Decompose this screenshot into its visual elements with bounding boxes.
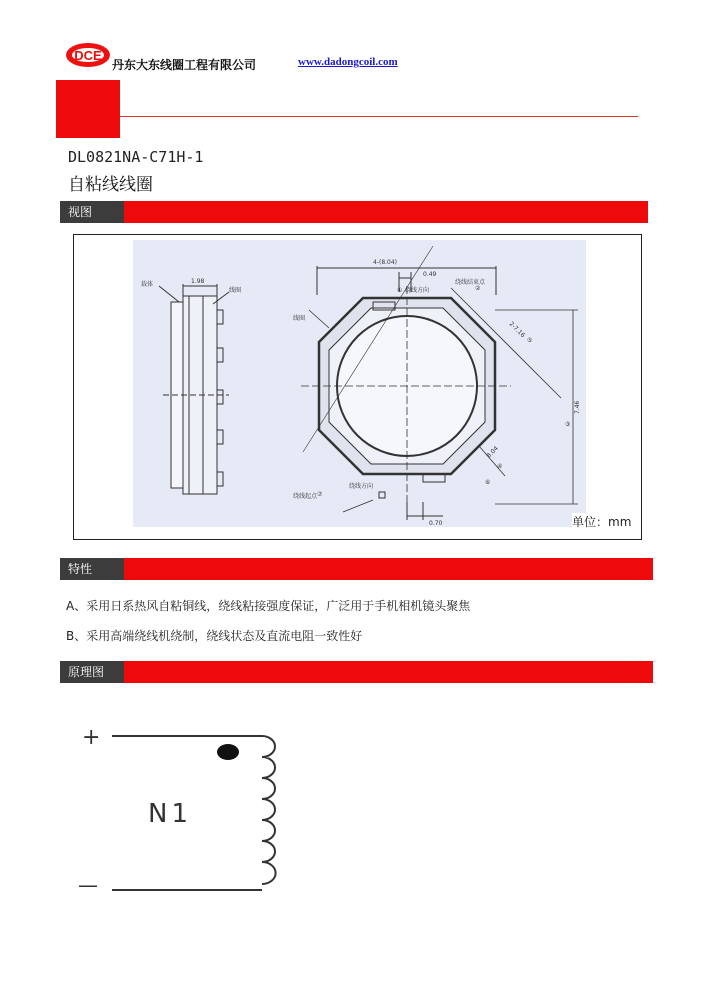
side-view <box>159 284 229 494</box>
label-070: 0.70 <box>429 520 443 527</box>
label-coil: 线圈 <box>293 315 306 322</box>
section-bar-schematic <box>60 661 653 683</box>
schematic-minus: — <box>78 873 98 897</box>
coil-winding <box>262 736 276 884</box>
coil-schematic <box>60 710 360 910</box>
circle-1-top: ① <box>397 287 403 294</box>
section-title-view: 视图 <box>60 201 124 223</box>
schematic-plus: + <box>82 725 101 750</box>
label-049: 0.49 <box>423 271 437 278</box>
section-bar-features <box>60 558 653 580</box>
technical-drawing <box>133 240 586 527</box>
coil-label: N1 <box>148 799 192 829</box>
label-diag-bottom: 8.04 <box>485 445 500 460</box>
side-label-body: 载体 <box>141 281 154 288</box>
label-top-dim: 4-(8.04) <box>373 259 398 266</box>
circle-5: ⑤ <box>527 337 533 344</box>
product-model: DL0821NA-C71H-1 <box>68 148 204 166</box>
company-logo <box>64 40 112 72</box>
circle-7: ⑦ <box>317 491 323 498</box>
circle-2: ② <box>475 285 481 292</box>
circle-3: ③ <box>565 421 571 428</box>
unit-label: 单位：mm <box>572 515 632 529</box>
polarity-dot <box>217 744 239 760</box>
circle-4: ④ <box>497 463 503 470</box>
label-wind-dir-top: 绕线方向 <box>405 287 430 294</box>
label-wind-start: 绕线起点 <box>293 493 318 500</box>
front-view <box>301 246 578 520</box>
header-divider <box>120 116 638 117</box>
section-title-features: 特性 <box>60 558 124 580</box>
side-label-dim: 1.98 <box>191 278 205 285</box>
product-name: 自粘线线圈 <box>68 175 153 195</box>
website-link[interactable]: www.dadongcoil.com <box>298 56 398 68</box>
logo-text: DCE <box>74 48 102 63</box>
label-right-dim: 7.46 <box>574 400 581 414</box>
feature-item: A、采用日系热风自粘铜线，绕线粘接强度保证，广泛用于手机相机镜头聚焦 <box>66 599 471 613</box>
label-wind-dir-bottom: 绕线方向 <box>349 483 374 490</box>
section-title-schematic: 原理图 <box>60 661 124 683</box>
header-red-block <box>56 80 120 138</box>
company-name: 丹东大东线圈工程有限公司 <box>112 58 257 72</box>
circle-6: ⑥ <box>485 479 491 486</box>
label-diag-top: 2-7.16 <box>507 320 527 340</box>
feature-item: B、采用高端绕线机绕制，绕线状态及直流电阻一致性好 <box>66 629 363 643</box>
section-bar-view <box>60 201 648 223</box>
label-wind-end: 绕线结束点 <box>455 279 486 286</box>
side-label-coil: 线圈 <box>229 287 242 294</box>
